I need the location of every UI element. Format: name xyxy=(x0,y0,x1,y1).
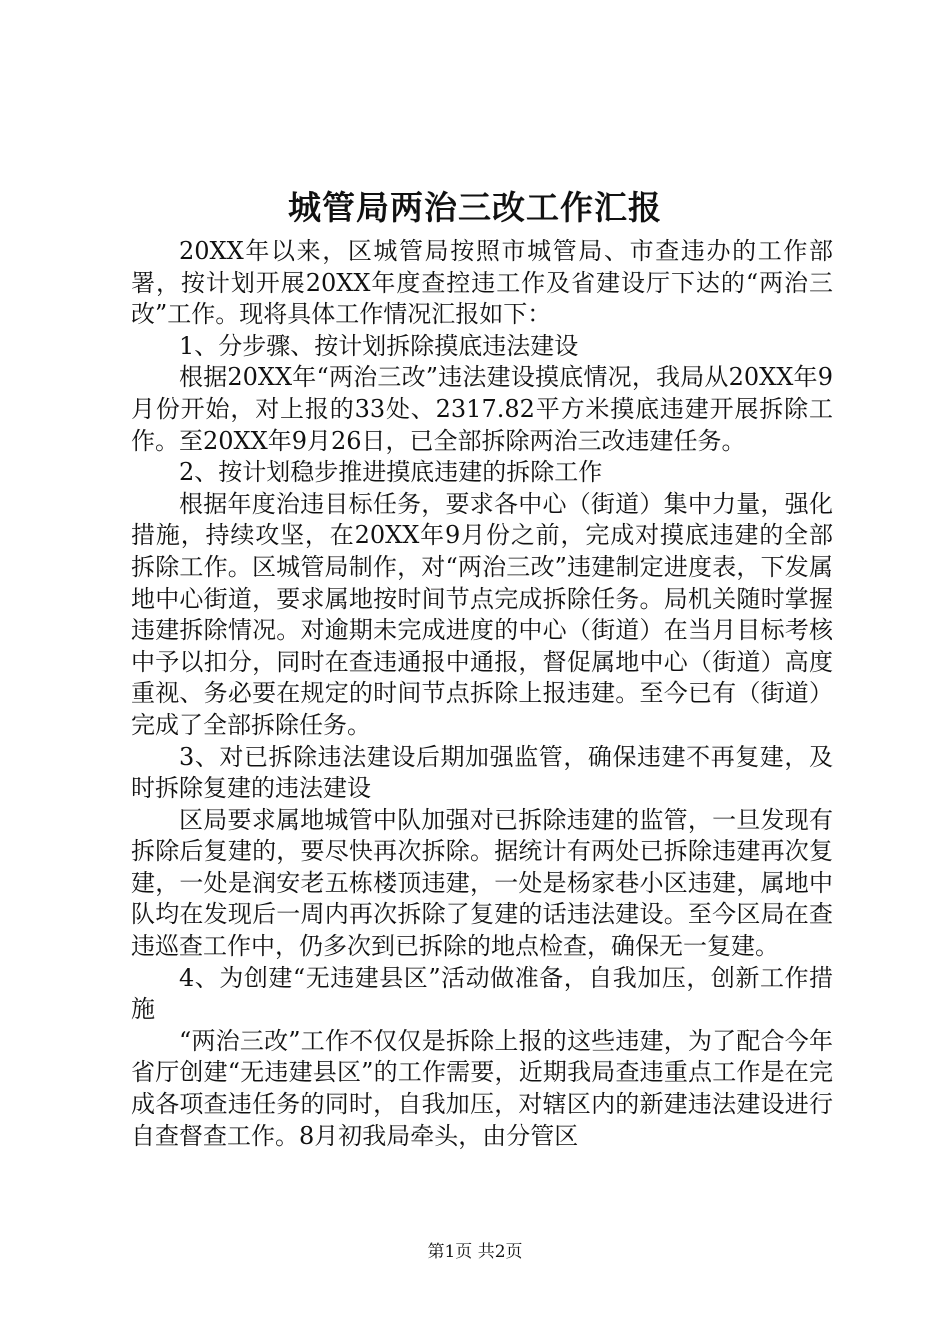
paragraph-3: 区局要求属地城管中队加强对已拆除违建的监管，一旦发现有拆除后复建的，要尽快再次拆除。据统计有两处已拆除违建再次复建，一处是润安老五栋楼顶违建，一处是杨家巷小区违建，属地中队均在发现后一周内再次拆除了复建的话违法建设。至今区局在查违巡查工作中，仍多次到已拆除的地点检查，确保无一复建。 xyxy=(131,805,833,961)
paragraph-2: 根据年度治违目标任务，要求各中心（街道）集中力量，强化措施，持续攻坚，在20XX年9月份之前，完成对摸底违建的全部拆除工作。区城管局制作，对“两治三改”违建制定进度表，下发属地中心街道，要求属地按时间节点完成拆除任务。局机关随时掌握违建拆除情况。对逾期未完成进度的中心（街道）在当月目标考核中予以扣分，同时在查违通报中通报，督促属地中心（街道）高度重视、务必要在规定的时间节点拆除上报违建。至今已有（街道）完成了全部拆除任务。 xyxy=(131,489,833,739)
page-footer: 第1页 共2页 xyxy=(427,1242,523,1262)
paragraph-1: 根据20XX年“两治三改”违法建设摸底情况，我局从20XX年9月份开始，对上报的33处、2317.82平方米摸底违建开展拆除工作。至20XX年9月26日，已全部拆除两治三改违建任务。 xyxy=(131,363,833,455)
section-heading-4: 4、为创建“无违建县区”活动做准备，自我加压，创新工作措施 xyxy=(131,963,833,1024)
paragraph-4: “两治三改”工作不仅仅是拆除上报的这些违建，为了配合今年省厅创建“无违建县区”的工作需要，近期我局查违重点工作是在完成各项查违任务的同时，自我加压，对辖区内的新建违法建设进行自查督查工作。8月初我局牵头，由分管区 xyxy=(131,1026,833,1150)
document-title: 城管局两治三改工作汇报 xyxy=(288,188,662,227)
section-heading-3: 3、对已拆除违法建设后期加强监管，确保违建不再复建，及时拆除复建的违法建设 xyxy=(131,742,833,803)
section-heading-1: 1、分步骤、按计划拆除摸底违法建设 xyxy=(179,331,579,360)
document-body xyxy=(131,236,833,1152)
section-heading-2: 2、按计划稳步推进摸底违建的拆除工作 xyxy=(179,458,603,487)
paragraph-intro: 20XX年以来，区城管局按照市城管局、市查违办的工作部署，按计划开展20XX年度查控违工作及省建设厅下达的“两治三改”工作。现将具体工作情况汇报如下： xyxy=(131,237,833,329)
